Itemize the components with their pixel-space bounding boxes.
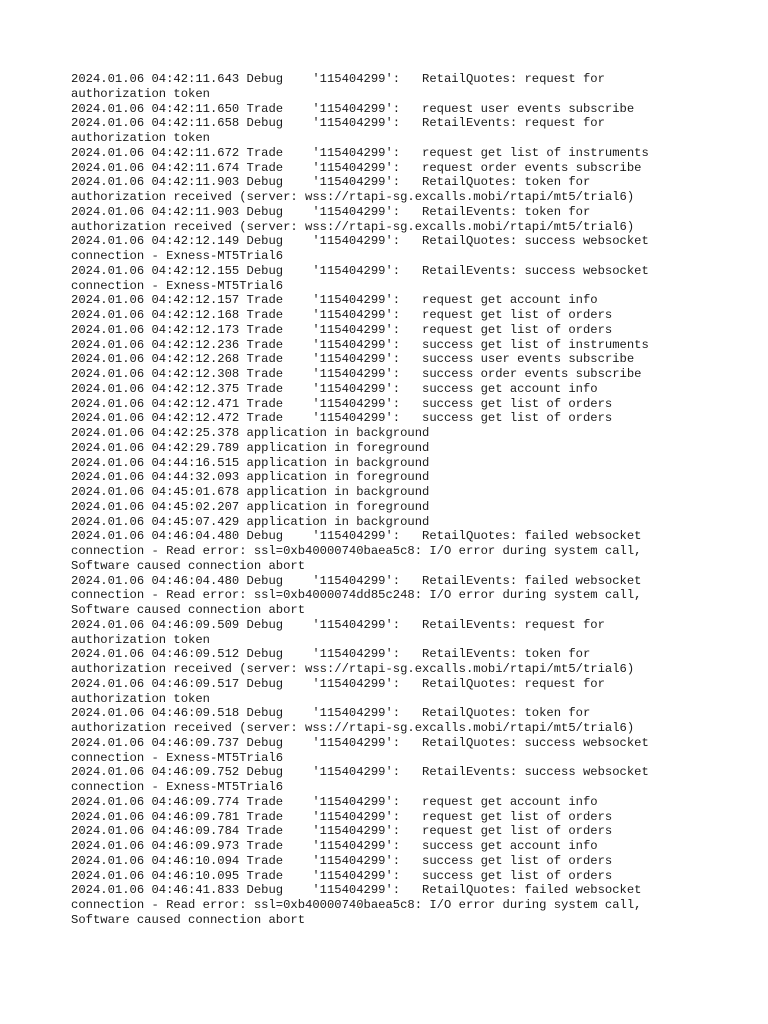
log-entry: 2024.01.06 04:42:12.149 Debug '115404299': RetailQuotes: success websocket connection - Exness-MT5Trial6 (71, 234, 649, 263)
log-entry: 2024.01.06 04:42:12.155 Debug '115404299': RetailEvents: success websocket connection - Exness-MT5Trial6 (71, 263, 649, 293)
log-entry: 2024.01.06 04:42:12.268 Trade '115404299': success user events subscribe (71, 352, 635, 367)
log-entry: 2024.01.06 04:46:09.737 Debug '115404299': RetailQuotes: success websocket connection - Exness-MT5Trial6 (71, 735, 649, 765)
log-entry: 2024.01.06 04:42:12.168 Trade '115404299': request get list of orders (71, 308, 613, 322)
log-entry: 2024.01.06 04:46:09.784 Trade '115404299': request get list of orders (71, 824, 613, 839)
log-entry: 2024.01.06 04:46:41.833 Debug '115404299': RetailQuotes: failed websocket connection - Read error: ssl=0xb40000740baea5c8: I/O error during system call, Software caused connection abort (71, 883, 642, 927)
log-entry: 2024.01.06 04:42:25.378 application in background (71, 426, 430, 440)
log-entry: 2024.01.06 04:46:09.781 Trade '115404299': request get list of orders (71, 809, 613, 824)
log-entry: 2024.01.06 04:46:04.480 Debug '115404299': RetailEvents: failed websocket connection - Read error: ssl=0xb4000074dd85c248: I/O error during system call, Software caused connection abort (71, 573, 642, 617)
log-entry: 2024.01.06 04:46:09.509 Debug '115404299': RetailEvents: request for authorization token (71, 617, 605, 647)
log-entry: 2024.01.06 04:46:09.518 Debug '115404299': RetailQuotes: token for authorization received (server: wss://rtapi-sg.excalls.mobi/rtapi/mt5/trial6) (71, 706, 635, 735)
log-entry: 2024.01.06 04:42:12.236 Trade '115404299': success get list of instruments (71, 337, 649, 352)
log-entry: 2024.01.06 04:46:09.973 Trade '115404299': success get account info (71, 839, 598, 853)
log-entry: 2024.01.06 04:42:11.903 Debug '115404299': RetailQuotes: token for authorization received (server: wss://rtapi-sg.excalls.mobi/rtapi/mt5/trial6) (71, 175, 635, 204)
log-entry: 2024.01.06 04:42:11.650 Trade '115404299': request user events subscribe (71, 101, 635, 116)
log-entry: 2024.01.06 04:42:11.658 Debug '115404299': RetailEvents: request for authorization token (71, 116, 605, 145)
log-entry: 2024.01.06 04:44:16.515 application in background (71, 455, 430, 470)
log-entry: 2024.01.06 04:42:12.375 Trade '115404299': success get account info (71, 381, 598, 396)
log-entry: 2024.01.06 04:46:09.517 Debug '115404299': RetailQuotes: request for authorization token (71, 676, 605, 706)
log-entry: 2024.01.06 04:42:11.672 Trade '115404299': request get list of instruments (71, 145, 649, 160)
log-entry: 2024.01.06 04:42:12.173 Trade '115404299': request get list of orders (71, 322, 613, 337)
log-entry: 2024.01.06 04:45:07.429 application in background (71, 514, 430, 529)
log-entry: 2024.01.06 04:42:12.157 Trade '115404299': request get account info (71, 293, 598, 308)
log-entry: 2024.01.06 04:42:12.471 Trade '115404299': success get list of orders (71, 396, 613, 411)
log-entry: 2024.01.06 04:45:01.678 application in background (71, 485, 430, 499)
log-entry: 2024.01.06 04:42:11.674 Trade '115404299': request order events subscribe (71, 160, 642, 175)
log-entry: 2024.01.06 04:45:02.207 application in foreground (71, 499, 430, 514)
log-entry: 2024.01.06 04:46:09.512 Debug '115404299': RetailEvents: token for authorization received (server: wss://rtapi-sg.excalls.mobi/rtapi/mt5/trial6) (71, 647, 635, 676)
log-entry: 2024.01.06 04:42:12.472 Trade '115404299': success get list of orders (71, 411, 613, 426)
log-entry: 2024.01.06 04:46:10.095 Trade '115404299': success get list of orders (71, 868, 613, 883)
log-entry: 2024.01.06 04:44:32.093 application in foreground (71, 470, 430, 485)
log-entry: 2024.01.06 04:46:09.752 Debug '115404299': RetailEvents: success websocket connection - Exness-MT5Trial6 (71, 765, 649, 794)
log-entry: 2024.01.06 04:46:04.480 Debug '115404299': RetailQuotes: failed websocket connection - Read error: ssl=0xb40000740baea5c8: I/O error during system call, Software caused connection abort (71, 529, 642, 573)
log-entry: 2024.01.06 04:46:09.774 Trade '115404299': request get account info (71, 794, 598, 809)
log-text (71, 72, 731, 928)
log-entry: 2024.01.06 04:42:11.903 Debug '115404299': RetailEvents: token for authorization received (server: wss://rtapi-sg.excalls.mobi/rtapi/mt5/trial6) (71, 204, 635, 234)
log-entry: 2024.01.06 04:42:11.643 Debug '115404299': RetailQuotes: request for authorization token (71, 72, 605, 101)
log-entry: 2024.01.06 04:42:29.789 application in foreground (71, 440, 430, 455)
log-entry: 2024.01.06 04:46:10.094 Trade '115404299': success get list of orders (71, 853, 613, 868)
log-entry: 2024.01.06 04:42:12.308 Trade '115404299': success order events subscribe (71, 367, 642, 381)
